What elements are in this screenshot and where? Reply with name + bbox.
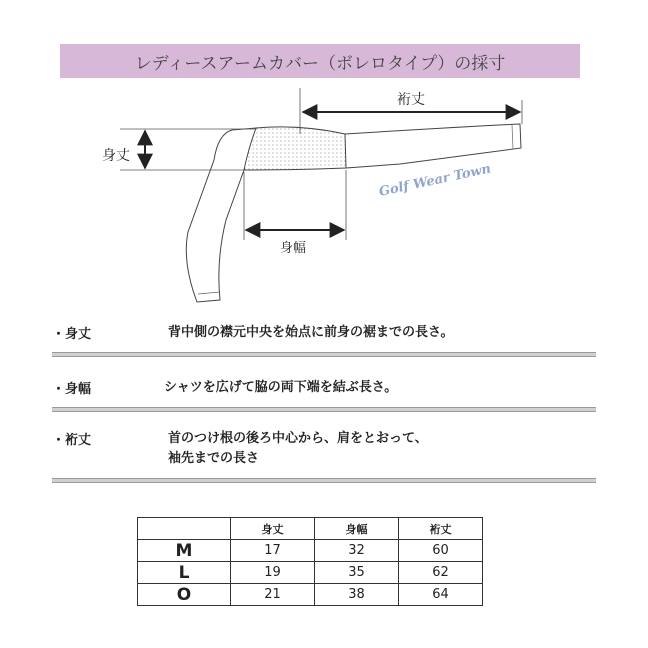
definition-term: ・身幅	[52, 382, 92, 397]
table-header-row	[138, 518, 483, 540]
table-header-cell: 身幅	[315, 518, 399, 540]
definition-term: ・裄丈	[52, 433, 92, 448]
table-row	[138, 540, 483, 562]
width-label: 身幅	[280, 241, 307, 256]
left-sleeve-outline	[186, 128, 256, 302]
divider	[52, 352, 596, 357]
table-cell: 60	[399, 540, 483, 562]
measurement-diagram	[0, 0, 648, 320]
definition-line: 首のつけ根の後ろ中心から、肩をとおって、	[168, 431, 428, 446]
divider	[52, 478, 596, 483]
definition-description	[168, 429, 428, 469]
definition-line: シャツを広げて脇の両下端を結ぶ長さ。	[164, 380, 398, 395]
divider	[52, 407, 596, 412]
definition-line: 袖先までの長さ	[168, 451, 260, 466]
table-cell: 19	[231, 562, 315, 584]
table-cell: 32	[315, 540, 399, 562]
body-panel	[244, 127, 346, 170]
table-header-cell	[138, 518, 231, 540]
table-cell: 35	[315, 562, 399, 584]
sleeve-label: 裄丈	[397, 92, 425, 108]
table-cell: 21	[231, 584, 315, 606]
right-cuff-line	[512, 125, 513, 149]
size-label: L	[138, 562, 231, 584]
definition-line: 背中側の襟元中央を始点に前身の裾までの長さ。	[168, 325, 454, 340]
banner-title: レディースアームカバー（ボレロタイプ）の採寸	[134, 53, 506, 74]
table-header-cell: 裄丈	[399, 518, 483, 540]
watermark-logo: Golf Wear Town	[377, 161, 493, 200]
table-cell: 17	[231, 540, 315, 562]
table-cell: 64	[399, 584, 483, 606]
table-row	[138, 584, 483, 606]
right-sleeve-outline	[345, 124, 521, 168]
definition-description	[164, 378, 397, 398]
table-row	[138, 562, 483, 584]
left-cuff-lines	[198, 292, 220, 294]
table-header-cell: 身丈	[231, 518, 315, 540]
height-label: 身丈	[102, 148, 130, 164]
size-table	[137, 517, 483, 606]
definition-term: ・身丈	[52, 327, 92, 342]
definition-description	[168, 323, 453, 343]
size-label: O	[138, 584, 231, 606]
table-cell: 62	[399, 562, 483, 584]
size-label: M	[138, 540, 231, 562]
table-cell: 38	[315, 584, 399, 606]
